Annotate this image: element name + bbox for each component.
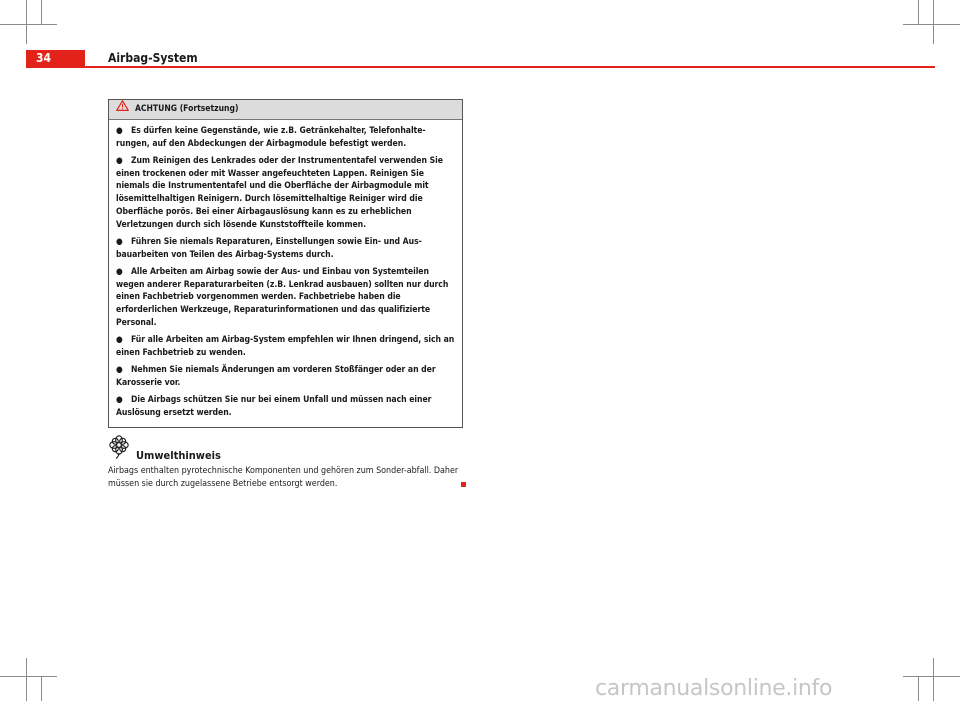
warning-item: ● Führen Sie niemals Reparaturen, Einstellungen sowie Ein- und Aus-bauarbeiten von Teilen des Airbag-Systems durch. [116,236,422,260]
bullet: ● [116,266,123,277]
watermark: carmanualsonline.info [595,676,833,701]
environment-heading: Umwelthinweis [136,449,221,462]
page-title: Airbag-System [108,51,198,65]
bullet: ● [116,334,123,345]
warning-item: ● Die Airbags schützen Sie nur bei einem Unfall und müssen nach einer Auslösung ersetzt werden. [116,394,432,418]
warning-heading: ACHTUNG (Fortsetzung) [135,104,239,114]
bullet: ● [116,126,123,136]
warning-list [109,120,462,419]
warning-box [108,99,463,428]
warning-item: ● Es dürfen keine Gegenstände, wie z.B. Getränkehalter, Telefonhalte-rungen, auf den Abdeckungen der Airbagmodule befestigt werden. [116,126,426,149]
warning-item: ● Nehmen Sie niemals Änderungen am vorderen Stoßfänger oder an der Karosserie vor. [116,364,436,388]
bullet: ● [116,236,123,247]
section-end-marker [461,482,466,487]
warning-item: ● Für alle Arbeiten am Airbag-System empfehlen wir Ihnen dringend, sich an einen Fachbetrieb zu wenden. [116,334,455,358]
warning-header [109,100,462,120]
environment-text: Airbags enthalten pyrotechnische Komponenten und gehören zum Sonder-abfall. Daher müssen sie durch zugelassene Betriebe entsorgt werden. [108,466,459,489]
header-rule [26,66,935,68]
page-number: 34 [26,50,85,67]
bullet: ● [116,364,123,375]
flower-icon [108,435,130,463]
bullet: ● [116,156,123,166]
warning-item: ● Zum Reinigen des Lenkrades oder der Instrumententafel verwenden Sie einen trockenen oder mit Wasser angefeuchteten Lappen. Reinigen Sie niemals die Instrumententafel und die Oberfläche der Airbagmodule mit lösemittelhaltigen Reinigern. Durch lösemittelhaltige Reiniger wird die Oberfläche porös. Bei einer Airbagauslösung kann es zu erheblichen Verletzungen durch sich lösende Kunststoffteile kommen. [116,156,443,230]
bullet: ● [116,394,123,405]
warning-triangle-icon [116,100,135,119]
warning-item: ● Alle Arbeiten am Airbag sowie der Aus- und Einbau von Systemteilen wegen anderer Reparaturarbeiten (z.B. Lenkrad ausbauen) sollten nur durch einen Fachbetrieb vorgenommen werden. Fachbetriebe haben die erforderlichen Werkzeuge, Reparaturinformationen und das qualifizierte Personal. [116,266,449,328]
environment-heading-row [108,437,221,463]
